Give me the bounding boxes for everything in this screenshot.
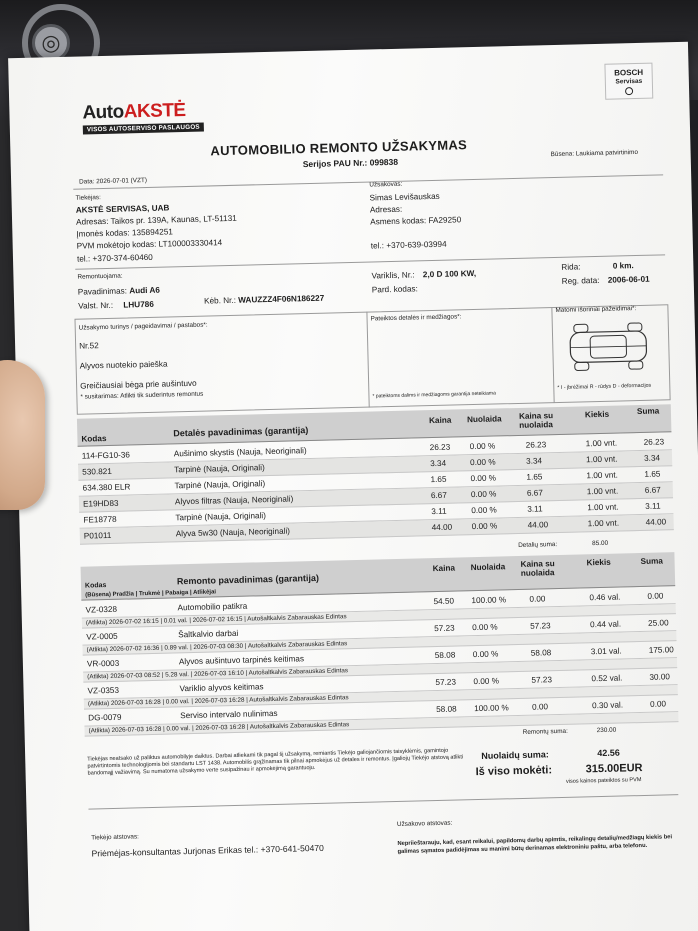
order-line-3: Greičiausiai bėga prie aušintuvo (80, 378, 197, 391)
table-cell: 175.00 (648, 645, 674, 655)
table-cell: 26.23 (643, 437, 665, 447)
table-cell: 1.00 vnt. (587, 518, 620, 529)
parts-col-qty: Kiekis (584, 409, 610, 420)
supplier-phone: tel.: +370-374-60460 (76, 252, 153, 264)
logo-text-akste: AKSTĖ (123, 99, 186, 123)
parts-col-discounted-price: Kaina su nuolaida (518, 411, 554, 430)
table-cell: Alyvos filtras (Nauja, Neoriginali) (174, 494, 294, 507)
logo-text-auto: Auto (82, 101, 124, 124)
table-cell: 0.00 % (470, 473, 497, 484)
vehicle-label: Remontuojama: (77, 272, 123, 281)
table-cell: 0.46 val. (589, 592, 621, 603)
table-cell: Tarpinė (Nauja, Originali) (174, 479, 266, 491)
engine-label: Variklis, Nr.: (371, 270, 415, 281)
parts-col-name: Detalės pavadinimas (garantija) (173, 425, 309, 439)
table-cell: 6.67 (430, 490, 447, 501)
table-cell: 0.00 % (471, 521, 498, 532)
repair-detail-text: (Atlikta) 2026-07-03 08:52 | 5.28 val. | 2026-07-03 16:10 | Autošaltkalvis Zabarauskas Edintas (87, 667, 349, 681)
table-cell: 530.821 (82, 466, 112, 477)
table-cell: 3.11 (527, 504, 543, 514)
table-cell: 58.08 (436, 704, 457, 715)
table-cell: 0.00 (529, 594, 546, 604)
supplier-vat-code: PVM mokėtojo kodas: LT100003330414 (76, 238, 223, 251)
table-cell: 0.52 val. (591, 673, 623, 684)
table-cell: 25.00 (647, 618, 669, 628)
document-date: Data: 2026-07-01 (VZT) (79, 176, 148, 186)
table-cell: 0.00 (647, 591, 664, 601)
table-cell: 0.44 val. (590, 619, 622, 630)
table-cell: 30.00 (649, 672, 671, 682)
table-cell: 3.34 (643, 453, 661, 463)
order-line-2: Alyvos nuotekio paieška (79, 359, 168, 371)
table-cell: 100.00 % (474, 703, 509, 714)
repairs-total-value: 230.00 (596, 726, 617, 735)
table-cell: 3.11 (431, 506, 447, 517)
table-cell: VZ-0353 (87, 685, 120, 696)
discount-sum-label: Nuolaidų suma: (481, 749, 549, 761)
repairs-col-discounted-price: Kaina su nuolaida (520, 559, 555, 578)
supplier-rep-label: Tiekėjo atstovas: (91, 833, 139, 842)
repairs-col-name: Remonto pavadinimas (garantija) (176, 572, 320, 587)
table-cell: 3.11 (645, 501, 661, 511)
table-cell: Aušinimo skystis (Nauja, Neoriginali) (173, 446, 307, 459)
table-cell: 26.23 (525, 440, 547, 450)
supplier-rep-value: Priėmėjas-konsultantas Jurjonas Erikas tel.: +370-641-50470 (91, 842, 325, 859)
table-cell: 1.00 vnt. (586, 470, 618, 481)
table-cell: 58.08 (434, 650, 456, 661)
table-cell: 57.23 (435, 677, 457, 688)
vat-note: visos kainos pateiktos su PVM (565, 777, 642, 785)
supplier-name: AKSTĖ SERVISAS, UAB (75, 203, 170, 215)
engine-power: 100 KW, (444, 268, 477, 279)
order-content-label: Užsakymo turinys / pageidavimai / pastabos*: (78, 321, 208, 332)
table-cell: 100.00 % (471, 595, 507, 606)
bosch-service-logo (604, 63, 653, 100)
table-cell: Serviso intervalo nulinimas (180, 708, 278, 721)
table-cell: P01011 (83, 530, 112, 541)
parts-col-code: Kodas (81, 434, 107, 444)
plate-number: LHU786 (123, 299, 154, 310)
table-cell: DG-0079 (88, 712, 122, 723)
customer-rep-label: Užsakovo atstovas: (396, 819, 453, 829)
table-cell: 0.30 val. (591, 700, 624, 711)
repairs-col-discount: Nuolaida (470, 562, 506, 573)
document-status: Būsena: Laukiama patvirtinimo (550, 148, 639, 159)
grand-total-value: 315.00EUR (585, 762, 643, 776)
engine-value: 2,0 D (422, 269, 443, 280)
parts-total-label: Detalių suma: (518, 541, 558, 549)
table-cell: 54.50 (433, 596, 455, 607)
vehicle-name: Audi A6 (129, 285, 160, 296)
table-cell: 44.00 (431, 522, 453, 533)
customer-consent-note: Nepriieštarauju, kad, esant reikalui, papildomų darbų apimtis, reikalingų detalių/medžiagų kiekis bei galimas sąmatos padidėjimas su manimi būtų derinamas elektroniniu paštu, arba telefonu. (397, 834, 673, 855)
grand-total-label: Iš viso mokėti: (475, 764, 553, 779)
vehicle-name-label: Pavadinimas: (77, 286, 128, 297)
divider (88, 794, 678, 809)
order-note: * susitarimas: Atlikti tik suderintus remontus (80, 390, 204, 401)
table-cell: VR-0003 (86, 658, 120, 669)
customer-name: Simas Levišauskas (369, 191, 440, 203)
table-cell: 3.34 (430, 458, 447, 469)
table-cell: 634.380 ELR (82, 482, 131, 493)
table-cell: 0.00 % (473, 676, 500, 687)
table-cell: 1.65 (526, 472, 543, 482)
repair-detail-text: (Atlikta) 2026-07-02 16:15 | 0.01 val. | 2026-07-02 16:15 | Autošaltkalvis Zabarauskas Edintas (85, 613, 347, 627)
table-cell: 0.00 (532, 702, 549, 712)
table-cell: 0.00 % (470, 489, 497, 500)
table-cell: VZ-0005 (86, 631, 118, 642)
thumb (0, 360, 45, 510)
table-cell: 1.65 (430, 474, 447, 485)
repairs-col-qty: Kiekis (586, 557, 611, 568)
table-cell: 44.00 (527, 520, 549, 530)
repair-detail-text: (Atlikta) 2026-07-03 16:28 | 0.00 val. | 2026-07-03 16:28 | Autošaltkalvis Zabarauskas Edintas (88, 721, 350, 735)
table-cell: Automobilio patikra (177, 601, 248, 613)
table-cell: 26.23 (429, 442, 451, 453)
vin-label: Kėb. Nr.: (203, 295, 237, 306)
table-cell: 0.00 (649, 699, 667, 709)
handed-parts-note: * pateiktoms dalims ir medžiagoms garantija neteikiama (372, 390, 496, 400)
supplier-company-code: Įmonės kodas: 135894251 (76, 227, 174, 239)
disclaimer-text: Tiekėjas neatsako už paliktus automobilyje daiktus. Darbai atliekami tik pagal šį užsakymą, remiantis Tiekėjo galiojančiomis taisyklėmis, gamintojo patvirtintomis technologijomis bei standartu LST 1438. Automobilis grąžinamas tik pilnai apmokėjus už detales ir remontus. Įgaliojų Tiekėjo atstovą atlikti bandomąjį važiavimą. Su numatoma užsakymo verte susipažinau ir apmokėjimą garantuoju. (87, 747, 464, 777)
series-number: Serijos PAU Nr.: 099838 (302, 156, 399, 170)
table-cell: 0.00 % (472, 622, 498, 633)
repairs-total-label: Remontų suma: (522, 727, 568, 736)
table-cell: 6.67 (644, 485, 661, 495)
customer-address: Adresas: (369, 204, 403, 215)
bosch-text: BOSCH (614, 67, 644, 78)
mileage-label: Rida: (561, 262, 581, 272)
table-cell: 57.23 (531, 675, 553, 685)
table-cell: 0.00 % (469, 441, 496, 452)
damage-label: Matomi išoriniai pažeidimai*: (555, 305, 637, 315)
table-cell: 1.00 vnt. (586, 486, 619, 497)
repairs-col-price: Kaina (432, 563, 456, 574)
plate-label: Valst. Nr.: (78, 300, 114, 311)
repairs-col-code: Kodas (84, 582, 107, 590)
divider (73, 174, 663, 189)
autoakste-logo (82, 100, 204, 135)
repair-order-document (8, 42, 698, 931)
table-cell: 114-FG10-36 (81, 450, 131, 461)
table-cell: Variklio alyvos keitimas (179, 682, 264, 694)
table-cell: 1.00 vnt. (587, 502, 619, 513)
table-cell: VZ-0328 (85, 604, 118, 615)
table-cell: Alyva 5w30 (Nauja, Neoriginali) (175, 526, 291, 539)
parts-col-discount: Nuolaida (466, 414, 502, 425)
damage-note: * I - įbrėžimai R - rūdys D - deformacijos (557, 382, 652, 391)
handed-parts-label: Pateiktos detalės ir medžiagos*: (370, 313, 462, 323)
table-cell: Šaltkalvio darbai (178, 628, 239, 640)
customer-label: Užsakovas: (369, 180, 403, 189)
table-cell: 1.00 vnt. (585, 438, 618, 449)
repair-detail-text: (Atlikta) 2026-07-03 16:28 | 0.00 val. | 2026-07-03 16:28 | Autošaltkalvis Zabarauskas Edintas (87, 694, 349, 708)
order-line-1: Nr.52 (79, 341, 99, 351)
sale-code-label: Pard. kodas: (371, 284, 418, 295)
table-cell: 3.01 val. (590, 646, 622, 657)
repairs-col-sum: Suma (640, 556, 663, 567)
logo-subtitle: VISOS AUTOSERVISO PASLAUGOS (83, 123, 204, 135)
table-cell: 0.00 % (470, 457, 496, 468)
table-cell: 58.08 (530, 648, 552, 658)
table-cell: Tarpinė (Nauja, Originali) (175, 511, 267, 523)
bosch-armature-icon (625, 87, 633, 95)
table-cell: Alyvos aušintuvo tarpinės keitimas (178, 654, 305, 667)
supplier-address: Adresas: Taikos pr. 139A, Kaunas, LT-51131 (76, 213, 237, 227)
bosch-servisas-text: Servisas (615, 77, 643, 86)
table-cell: 3.34 (525, 456, 543, 466)
table-cell: 1.00 vnt. (585, 454, 618, 465)
table-cell: 1.65 (644, 469, 661, 479)
parts-col-sum: Suma (636, 406, 660, 417)
table-cell: 6.67 (526, 488, 543, 498)
reg-date-value: 2006-06-01 (607, 274, 650, 285)
table-cell: 0.00 % (471, 505, 497, 516)
parts-total-value: 85.00 (592, 539, 609, 548)
car-outline-icon (560, 317, 657, 377)
table-cell: 0.00 % (472, 649, 499, 660)
document-title: AUTOMOBILIO REMONTO UŽSAKYMAS (210, 137, 468, 159)
table-cell: Tarpinė (Nauja, Originali) (174, 463, 265, 475)
supplier-label: Tiekėjas: (75, 194, 101, 202)
table-cell: FE18778 (83, 514, 117, 525)
mileage-value: 0 km. (612, 261, 634, 271)
table-cell: 57.23 (434, 623, 455, 634)
vin-number: WAUZZZ4F06N186227 (238, 293, 325, 305)
customer-personal-code: Asmens kodas: FA29250 (370, 215, 462, 227)
reg-date-label: Reg. data: (561, 275, 600, 286)
table-cell: 44.00 (645, 517, 667, 527)
repair-detail-text: (Atlikta) 2026-07-02 16:36 | 0.89 val. | 2026-07-03 08:30 | Autošaltkalvis Zabarauskas Edintas (86, 640, 348, 654)
table-cell: E19HD83 (82, 498, 119, 509)
parts-col-price: Kaina (428, 415, 452, 426)
table-cell: 57.23 (530, 621, 551, 631)
repairs-sub-header: (Būsena) Pradžia | Trukmė | Pabaiga | Atlikėjai (85, 589, 217, 599)
discount-sum-value: 42.56 (597, 747, 620, 759)
audi-key-fob-icon: ◎ (32, 24, 70, 62)
customer-phone: tel.: +370-639-03994 (370, 239, 447, 251)
